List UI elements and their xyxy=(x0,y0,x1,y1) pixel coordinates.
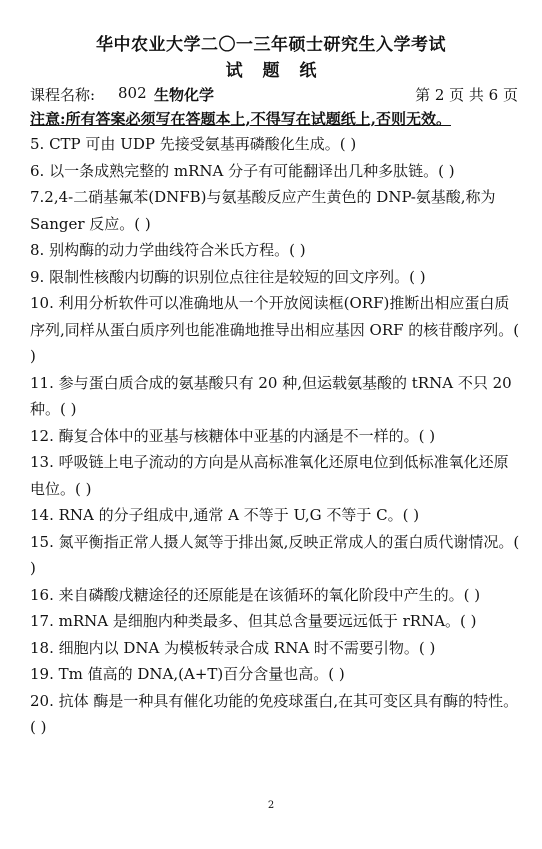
question-item: 9. 限制性核酸内切酶的识别位点往往是较短的回文序列。( ) xyxy=(30,267,426,286)
question-item: 20. 抗体 酶是一种具有催化功能的免疫球蛋白,在其可变区具有酶的特性。( ) xyxy=(30,691,519,736)
course-label: 课程名称: xyxy=(30,86,96,104)
course-info-row xyxy=(30,84,522,106)
question-item: 11. 参与蛋白质合成的氨基酸只有 20 种,但运载氨基酸的 tRNA 不只 20 种。( ) xyxy=(30,373,512,418)
exam-subtitle: 试 题 纸 xyxy=(225,61,317,81)
page-count: 第 2 页 共 6 页 xyxy=(415,86,518,104)
question-item: 12. 酶复合体中的亚基与核糖体中亚基的内涵是不一样的。( ) xyxy=(30,426,436,445)
question-item: 13. 呼吸链上电子流动的方向是从高标准氧化还原电位到低标准氧化还原电位。( ) xyxy=(30,453,509,498)
question-item: 18. 细胞内以 DNA 为模板转录合成 RNA 时不需要引物。( ) xyxy=(30,638,436,657)
question-list xyxy=(30,131,520,741)
page-number: 2 xyxy=(267,800,275,811)
course-code: 802 xyxy=(118,84,147,102)
question-item: 8. 别构酶的动力学曲线符合米氏方程。( ) xyxy=(30,241,306,259)
question-item: 15. 氮平衡指正常人摄人氮等于排出氮,反映正常成人的蛋白质代谢情况。( ) xyxy=(30,532,520,577)
question-item: 5. CTP 可由 UDP 先接受氨基再磷酸化生成。( ) xyxy=(30,135,357,153)
question-item: 14. RNA 的分子组成中,通常 A 不等于 U,G 不等于 C。( ) xyxy=(30,506,420,524)
question-item: 6. 以一条成熟完整的 mRNA 分子有可能翻译出几种多肽链。( ) xyxy=(30,161,455,180)
question-item: 19. Tm 值高的 DNA,(A+T)百分含量也高。( ) xyxy=(30,665,345,683)
question-item: 7.2,4-二硝基氟苯(DNFB)与氨基酸反应产生黄色的 DNP-氨基酸,称为 Sanger 反应。( ) xyxy=(30,188,496,233)
question-item: 17. mRNA 是细胞内种类最多、但其总含量要远远低于 rRNA。( ) xyxy=(30,612,477,630)
question-item: 10. 利用分析软件可以准确地从一个开放阅读框(ORF)推断出相应蛋白质序列,同样从蛋白质序列也能准确地推导出相应基因 ORF 的核苷酸序列。( ) xyxy=(30,294,520,365)
question-item: 16. 来自磷酸戊糖途径的还原能是在该循环的氧化阶段中产生的。( ) xyxy=(30,585,481,604)
exam-title: 华中农业大学二〇一三年硕士研究生入学考试 xyxy=(96,35,446,55)
course-name: 生物化学 xyxy=(154,86,215,104)
exam-notice: 注意:所有答案必须写在答题本上,不得写在试题纸上,否则无效。 xyxy=(30,110,451,128)
